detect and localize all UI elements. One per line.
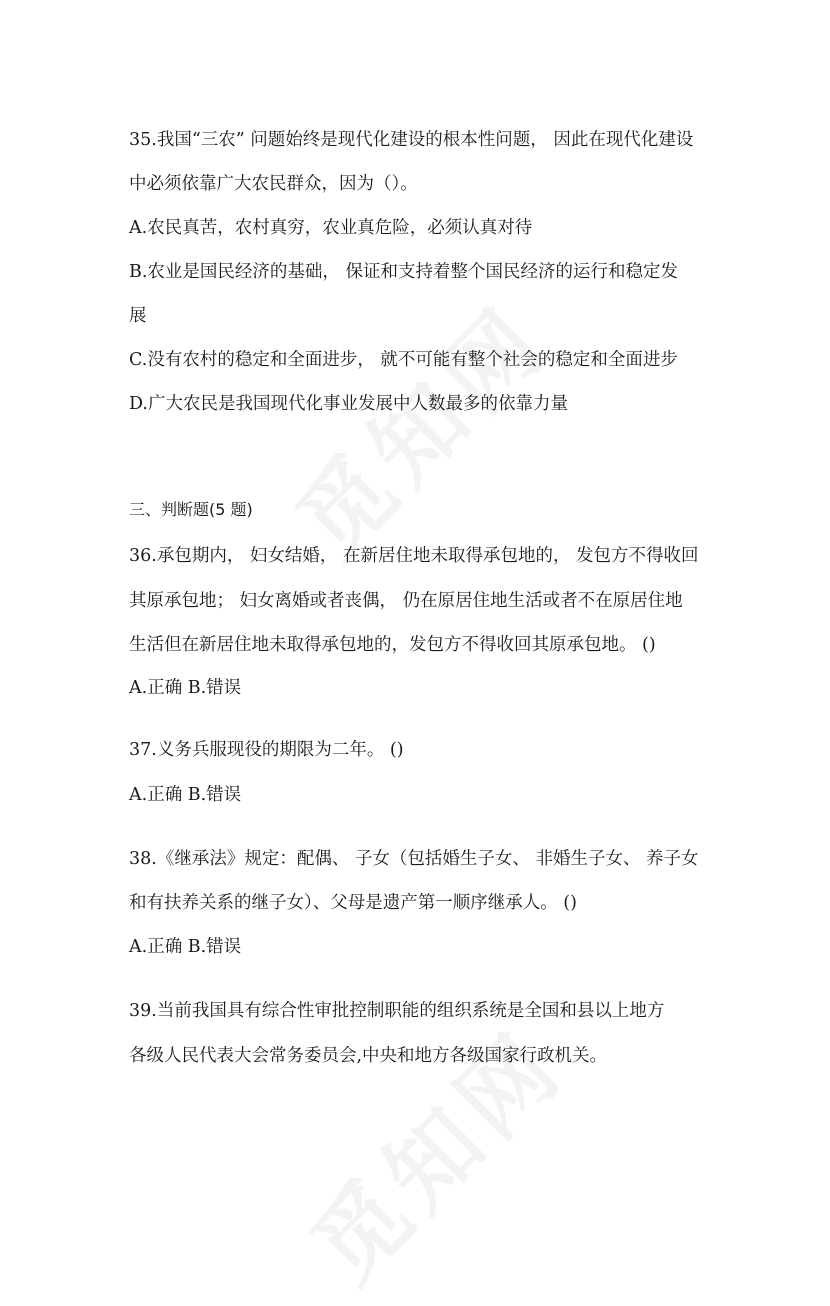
q35-option-a: A.农民真苦，农村真穷，农业真危险，必须认真对待 xyxy=(129,218,533,238)
q35-option-d: D.广大农民是我国现代化事业发展中人数最多的依靠力量 xyxy=(129,394,568,414)
q35-option-b-cont: 展 xyxy=(129,306,147,326)
q39-stem-line1: 39.当前我国具有综合性审批控制职能的组织系统是全国和县以上地方 xyxy=(129,1001,665,1021)
watermark xyxy=(263,271,573,581)
q36-stem-line1: 36.承包期内， 妇女结婚， 在新居住地未取得承包地的， 发包方不得收回 xyxy=(129,546,699,566)
q35-stem-line1: 35.我国“三农” 问题始终是现代化建设的根本性问题， 因此在现代化建设 xyxy=(129,130,694,150)
q35-stem-line2: 中必须依靠广大农民群众，因为（）。 xyxy=(129,174,418,194)
q37-stem: 37.义务兵服现役的期限为二年。 () xyxy=(129,740,404,760)
section-heading-judgement: 三、判断题(5 题) xyxy=(129,500,253,519)
q35-option-c: C.没有农村的稳定和全面进步， 就不可能有整个社会的稳定和全面进步 xyxy=(129,350,678,370)
q38-options: A.正确 B.错误 xyxy=(129,937,242,957)
q38-stem-line2: 和有扶养关系的继子女）、父母是遗产第一顺序继承人。 () xyxy=(129,893,577,913)
q37-options: A.正确 B.错误 xyxy=(129,785,242,805)
q39-stem-line2: 各级人民代表大会常务委员会,中央和地方各级国家行政机关。 xyxy=(129,1046,608,1066)
q36-options: A.正确 B.错误 xyxy=(129,678,242,698)
watermark xyxy=(278,996,588,1306)
q35-option-b: B.农业是国民经济的基础， 保证和支持着整个国民经济的运行和稳定发 xyxy=(129,262,678,282)
q36-stem-line2: 其原承包地； 妇女离婚或者丧偶， 仍在原居住地生活或者不在原居住地 xyxy=(129,591,683,611)
q36-stem-line3: 生活但在新居住地未取得承包地的，发包方不得收回其原承包地。 () xyxy=(129,635,656,655)
q38-stem-line1: 38.《继承法》规定：配偶、 子女（包括婚生子女、 非婚生子女、 养子女 xyxy=(129,849,699,869)
